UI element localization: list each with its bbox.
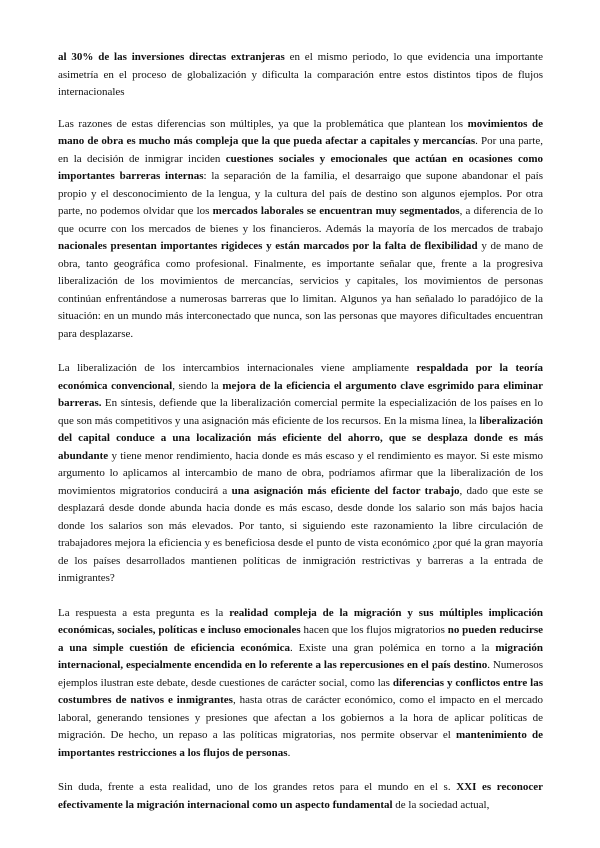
bold-text-run: movimientos de mano de obra es mucho más compleja que la que pueda afectar a capitales y mercancías <box>58 117 543 147</box>
text-run: : la separación de la familia, el desarraigo que supone abandonar el país propio y el desconocimiento de la lengua, y la cultura del país de destino son algunos ejemplos. Por otra parte, no podemos olvidar que los <box>58 170 543 217</box>
paragraph-3 <box>58 360 543 588</box>
text-run: , a diferencia de lo que ocurre con los mercados de bienes y los financieros. Además la mayoría de los mercados de trabajo <box>58 205 543 235</box>
bold-text-run: mejora de la eficiencia el argumento clave esgrimido para eliminar barreras. <box>58 379 543 409</box>
text-run: en el mismo periodo, lo que evidencia una importante asimetría en el proceso de globalización y dificulta la comparación entre estos distintos tipos de flujos internacionales <box>58 51 543 98</box>
bold-text-run: al 30% de las inversiones directas extranjeras <box>58 51 285 63</box>
bold-text-run: mantenimiento de importantes restricciones a los flujos de personas <box>58 729 543 759</box>
bold-text-run: liberalización del capital conduce a una localización más eficiente del ahorro, que se desplaza donde es más abundante <box>58 414 543 462</box>
bold-text-run: realidad compleja de la migración y sus múltiples implicación económicas, sociales, políticas e incluso emocionales <box>58 606 543 636</box>
text-run: hacen que los flujos migratorios <box>300 624 448 636</box>
bold-text-run: no pueden reducirse a una simple cuestión de eficiencia económica <box>58 624 544 654</box>
text-run: de la sociedad actual, <box>392 798 490 811</box>
text-run: , siendo la <box>172 379 223 392</box>
bold-text-run: respaldada por la teoría económica convencional <box>58 362 543 392</box>
bold-text-run: cuestiones sociales y emocionales que actúan en ocasiones como importantes barreras internas <box>58 152 543 182</box>
text-run: . Existe una gran polémica en torno a la <box>290 641 496 654</box>
bold-text-run: una asignación más eficiente del factor trabajo <box>231 484 460 497</box>
text-run: , hasta otras de carácter económico, como el impacto en el mercado laboral, generando tensiones y presiones que afectan a los gobiernos a la hora de aplicar políticas de migración. De hecho, un repaso a las políticas migratorias, nos permite observar el <box>58 694 543 741</box>
bold-text-run: XXI es reconocer efectivamente la migración internacional como un aspecto fundamental <box>58 781 544 811</box>
paragraph-2 <box>58 116 543 344</box>
paragraph-1 <box>58 49 543 102</box>
text-run: . <box>287 746 291 759</box>
text-run: En síntesis, defiende que la liberalización comercial permite la especialización de los países en lo que son más competitivos y una asignación más eficiente de los recursos. En la misma línea, la <box>58 397 543 427</box>
bold-text-run: migración internacional, especialmente encendida en lo referente a las repercusiones en el país destino <box>58 641 543 671</box>
text-run: Las razones de estas diferencias son múltiples, ya que la problemática que plantean los <box>58 117 468 130</box>
text-run: . Por una parte, en la decisión de inmigrar inciden <box>58 135 543 165</box>
text-run: , dado que este se desplazará desde donde abunda hacia donde es más escaso, desde donde los salario son más bajos hacia donde los salarios son más elevados. Por tanto, si siguiendo este razonamiento la libre circulación de trabajadores mejora la eficiencia y es beneficiosa desde el punto de vista económico ¿por qué la gran mayoría de los países desarrollados mantienen políticas de inmigración restrictivas y barreras a la entrada de inmigrantes? <box>58 484 543 584</box>
text-run: y tiene menor rendimiento, hacia donde es más escaso y el rendimiento es mayor. Si este mismo argumento lo aplicamos al intercambio de mano de obra, podríamos afirmar que la liberalización de los movimientos migratorios conducirá a <box>58 449 543 497</box>
text-run: Sin duda, frente a esta realidad, uno de los grandes retos para el mundo en el s. <box>58 781 457 793</box>
paragraph-5 <box>58 779 543 814</box>
text-run: La respuesta a esta pregunta es la <box>58 606 230 619</box>
paragraph-4 <box>58 605 543 763</box>
text-run: La liberalización de los intercambios internacionales viene ampliamente <box>58 362 417 374</box>
bold-text-run: nacionales presentan importantes rigideces y están marcados por la falta de flexibilidad <box>58 240 478 252</box>
bold-text-run: mercados laborales se encuentran muy segmentados <box>212 205 460 217</box>
bold-text-run: diferencias y conflictos entre las costumbres de nativos e inmigrantes <box>58 676 544 706</box>
text-run: . Numerosos ejemplos ilustran este debate, desde cuestiones de carácter social, como las <box>58 659 544 689</box>
text-run: y de mano de obra, tanto geográfica como profesional. Finalmente, es importante señalar que, frente a la progresiva liberalización de los movimientos de mercancías, servicios y capitales, los movimientos de personas continúan enfrentándose a numerosas barreras que lo limitan. Algunos ya han señalado lo paradójico de la situación: en un mundo más interconectado que nunca, son las personas que mayores dificultades encuentran para desplazarse. <box>58 240 544 340</box>
